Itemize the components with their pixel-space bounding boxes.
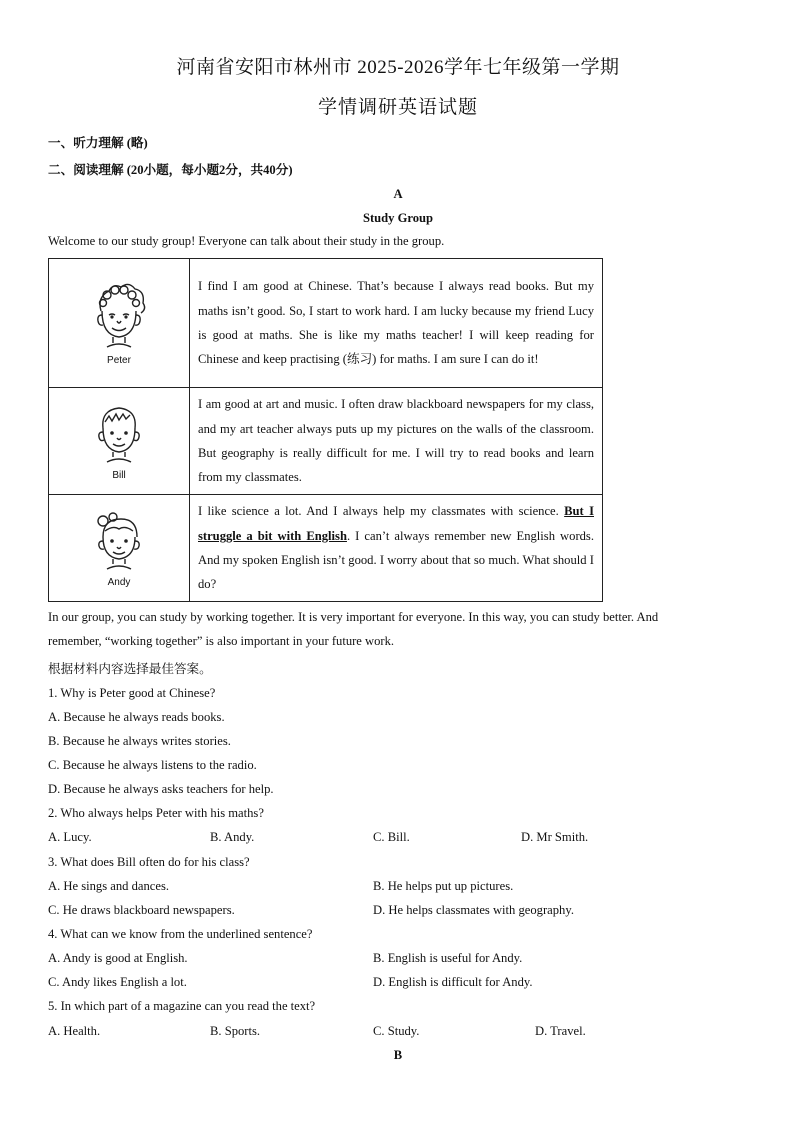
question-option: A. Because he always reads books. xyxy=(48,710,225,724)
study-group-table xyxy=(48,258,603,602)
question-option: B. Because he always writes stories. xyxy=(48,734,231,748)
question-option: B. Andy. xyxy=(210,830,255,844)
question-stem: 3. What does Bill often do for his class? xyxy=(48,855,250,869)
question-stem: 4. What can we know from the underlined sentence? xyxy=(48,927,313,941)
passage-b-letter: B xyxy=(393,1048,403,1062)
question-option: A. Andy is good at English. xyxy=(48,951,188,965)
student-portrait-peter xyxy=(49,259,190,388)
section-reading-heading: 二、阅读理解 (20小题，每小题2分，共40分) xyxy=(48,163,293,177)
question-option: B. He helps put up pictures. xyxy=(373,879,514,893)
section-listening-heading: 一、听力理解 (略) xyxy=(48,136,148,150)
boy-short-hair-icon xyxy=(91,402,147,464)
question-option: C. Because he always listens to the radio. xyxy=(48,758,257,772)
student-row-andy xyxy=(49,495,603,602)
girl-bun-hair-icon xyxy=(89,509,149,571)
student-name: Andy xyxy=(107,576,131,588)
question-option: D. English is difficult for Andy. xyxy=(373,975,533,989)
question-option: A. Lucy. xyxy=(48,830,92,844)
student-name: Peter xyxy=(107,354,131,366)
student-row-peter xyxy=(49,259,603,388)
question-option: C. Andy likes English a lot. xyxy=(48,975,187,989)
exam-title: 河南省安阳市林州市 2025-2026学年七年级第一学期 xyxy=(176,57,620,78)
passage-a-instruction: 根据材料内容选择最佳答案。 xyxy=(48,662,212,676)
question-stem: 2. Who always helps Peter with his maths? xyxy=(48,806,264,820)
student-text-peter: I find I am good at Chinese. That’s because I always read books. But my maths isn’t good. So, I start to work hard. I am lucky because my friend Lucy is good at maths. She is like my maths teacher! I will keep reading for Chinese and keep practising (练习) for maths. I am sure I can do it! xyxy=(190,259,603,388)
student-portrait-andy xyxy=(49,495,190,602)
question-option: C. He draws blackboard newspapers. xyxy=(48,903,235,917)
question-option: D. He helps classmates with geography. xyxy=(373,903,574,917)
andy-text-end: . I can’t always remember new English words. And my spoken English isn’t good. I worry about that so much. What should I do? xyxy=(198,528,594,592)
question-option: D. Travel. xyxy=(535,1024,586,1038)
question-option: C. Study. xyxy=(373,1024,420,1038)
passage-a-title: Study Group xyxy=(362,211,434,225)
question-option: B. English is useful for Andy. xyxy=(373,951,523,965)
question-option: A. He sings and dances. xyxy=(48,879,170,893)
passage-a-outro-line2: remember, “working together” is also important in your future work. xyxy=(48,634,395,648)
question-stem: 5. In which part of a magazine can you read the text? xyxy=(48,999,316,1013)
passage-a-letter: A xyxy=(393,187,403,201)
question-option: C. Bill. xyxy=(373,830,410,844)
question-option: D. Mr Smith. xyxy=(521,830,589,844)
student-text-andy xyxy=(190,495,603,602)
boy-curly-hair-icon xyxy=(87,281,151,349)
question-stem: 1. Why is Peter good at Chinese? xyxy=(48,686,216,700)
question-option: B. Sports. xyxy=(210,1024,261,1038)
student-text-bill: I am good at art and music. I often draw blackboard newspapers for my class, and my art teacher always puts up my pictures on the walls of the classroom. But geography is really difficult for me. I will try to read books and learn from my classmates. xyxy=(190,388,603,495)
underlined-sentence: But I struggle a bit with English xyxy=(198,504,594,543)
question-option: D. Because he always asks teachers for help. xyxy=(48,782,274,796)
passage-a-outro-line1: In our group, you can study by working together. It is very important for everyone. In this way, you can study better. And xyxy=(48,610,659,624)
student-portrait-bill xyxy=(49,388,190,495)
exam-subtitle: 学情调研英语试题 xyxy=(317,97,478,118)
student-row-bill xyxy=(49,388,603,495)
andy-text-start: I like science a lot. And I always help my classmates with science. xyxy=(198,504,565,519)
student-name: Bill xyxy=(112,469,126,481)
passage-a-intro: Welcome to our study group! Everyone can talk about their study in the group. xyxy=(48,234,445,248)
question-option: A. Health. xyxy=(48,1024,101,1038)
